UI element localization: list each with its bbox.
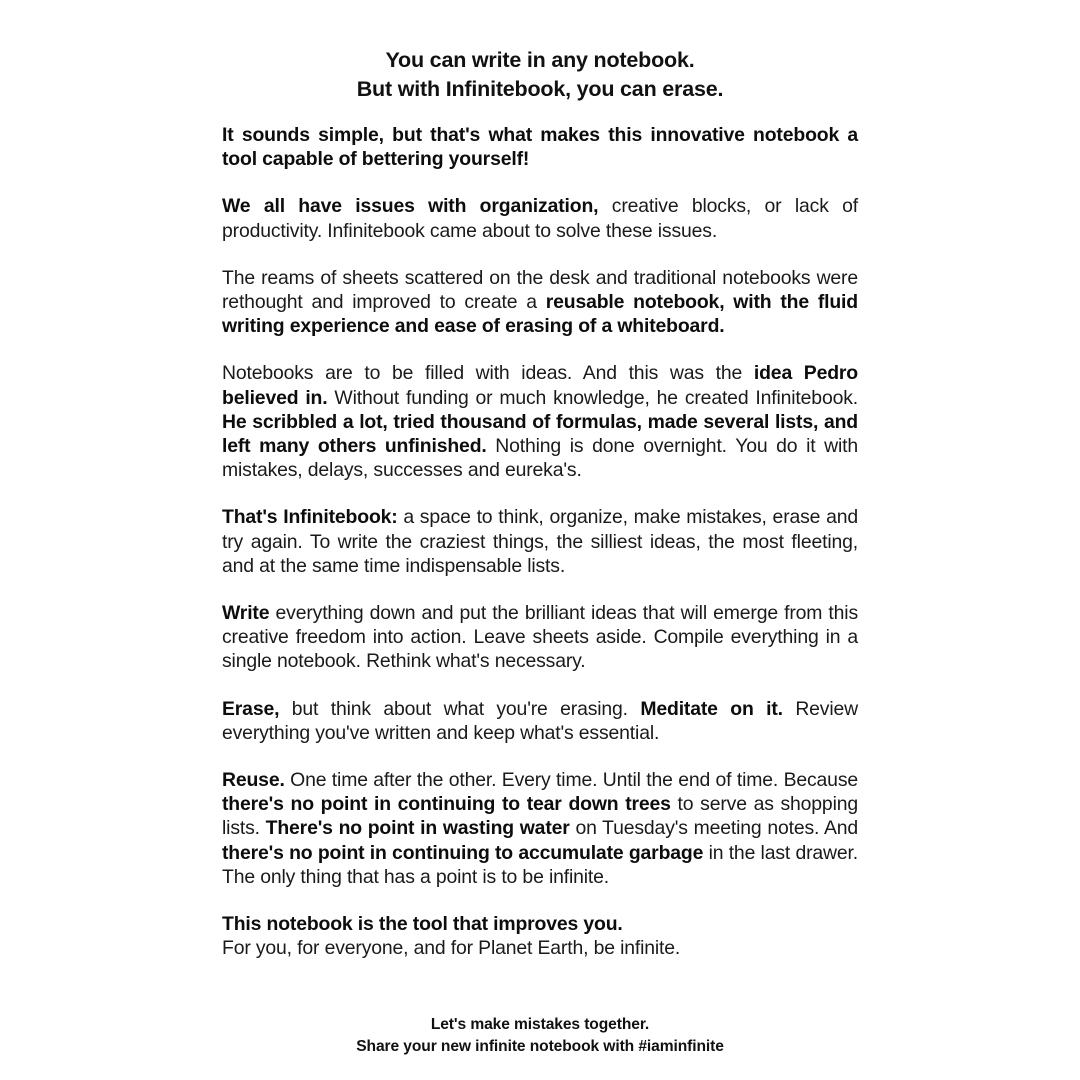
paragraph-8-text-1: One time after the other. Every time. Until the end of time. Because	[284, 769, 858, 792]
page-title	[0, 0, 1080, 103]
paragraph-3-text-1: The reams of sheets scattered on the desk and traditional notebooks were rethought and improved to create a	[222, 266, 858, 314]
footer	[0, 1014, 1080, 1058]
paragraph-7	[222, 697, 858, 745]
body-copy	[222, 103, 858, 960]
paragraph-7-bold-1: Erase,	[222, 697, 280, 720]
paragraph-4-text-2: Without funding or much knowledge, he created Infinitebook.	[327, 386, 858, 409]
paragraph-8-text-2: to serve as shopping lists.	[222, 793, 858, 840]
paragraph-9-text-1: For you, for everyone, and for Planet Earth, be infinite.	[222, 937, 681, 960]
paragraph-8	[222, 768, 858, 889]
paragraph-8-bold-3: There's no point in wasting water	[265, 817, 570, 840]
paragraph-2	[222, 194, 858, 242]
paragraph-7-text-2: Review everything you've written and keep what's essential.	[222, 697, 858, 744]
paragraph-8-text-3: on Tuesday's meeting notes. And	[569, 817, 858, 840]
paragraph-9	[222, 912, 858, 960]
paragraph-5	[222, 505, 858, 578]
paragraph-2-text-1: creative blocks, or lack of productivity. Infinitebook came about to solve these issues.	[222, 195, 858, 242]
paragraph-7-bold-2: Meditate on it.	[640, 697, 783, 720]
headline-line-2: But with Infinitebook, you can erase.	[356, 76, 724, 101]
paragraph-4-text-3: Nothing is done overnight. You do it with mistakes, delays, successes and eureka's.	[222, 435, 859, 482]
paragraph-8-bold-1: Reuse.	[222, 769, 285, 792]
paragraph-6-text-1: everything down and put the brilliant ideas that will emerge from this creative freedom into action. Leave sheets aside. Compile everything in a single notebook. Rethink what's necessary.	[222, 602, 858, 673]
footer-line-2: Share your new infinite notebook with #iaminfinite	[356, 1038, 724, 1055]
paragraph-1-bold-1: It sounds simple, but that's what makes this innovative notebook a tool capable of bettering yourself!	[222, 124, 858, 171]
paragraph-8-bold-4: there's no point in continuing to accumulate garbage	[222, 841, 704, 864]
paragraph-4-text-1: Notebooks are to be filled with ideas. And this was the	[222, 362, 754, 385]
headline-line-1: You can write in any notebook.	[385, 48, 695, 72]
paragraph-8-text-4: in the last drawer. The only thing that has a point is to be infinite.	[222, 841, 858, 888]
paragraph-2-bold-1: We all have issues with organization,	[222, 195, 599, 218]
paragraph-3-bold-1: reusable notebook, with the fluid writing experience and ease of erasing of a whiteboard.	[222, 291, 858, 338]
paragraph-6-bold-1: Write	[222, 602, 270, 625]
paragraph-3	[222, 266, 858, 339]
paragraph-6	[222, 601, 858, 674]
paragraph-4-bold-2: He scribbled a lot, tried thousand of formulas, made several lists, and left many others unfinished.	[222, 410, 858, 458]
paragraph-8-bold-2: there's no point in continuing to tear down trees	[222, 793, 671, 816]
paragraph-1	[222, 123, 858, 171]
paragraph-4	[222, 361, 858, 482]
paragraph-9-bold-1: This notebook is the tool that improves you.	[222, 913, 623, 936]
paragraph-4-bold-1: idea Pedro believed in.	[222, 362, 859, 409]
footer-line-1: Let's make mistakes together.	[430, 1016, 650, 1033]
paragraph-5-bold-1: That's Infinitebook:	[222, 506, 398, 529]
paragraph-7-text-1: but think about what you're erasing.	[279, 697, 641, 720]
paragraph-5-text-1: a space to think, organize, make mistakes, erase and try again. To write the craziest things, the silliest ideas, the most fleeting, and at the same time indispensable lists.	[222, 506, 859, 577]
